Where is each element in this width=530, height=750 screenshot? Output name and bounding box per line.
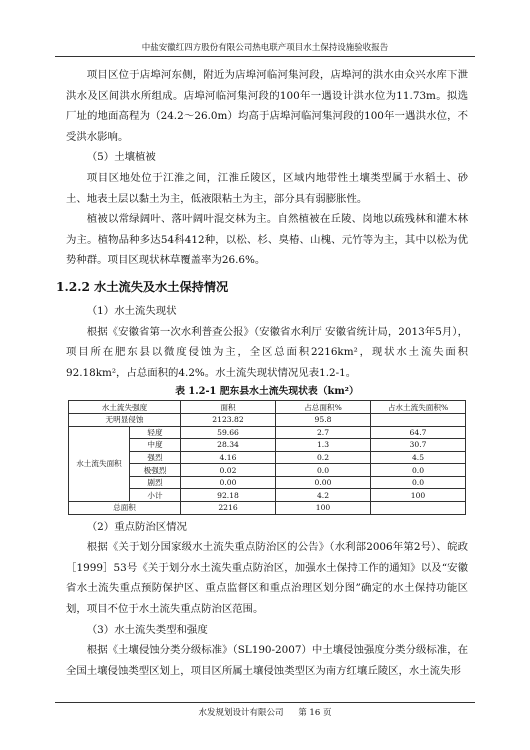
table-cell: 0.02: [181, 464, 276, 477]
table-cell: 强烈: [130, 451, 181, 464]
table-header-cell: 占水土流失面积%: [371, 401, 466, 414]
table-cell: 无明显侵蚀: [69, 413, 181, 426]
table-cell: 0.0: [371, 476, 466, 489]
paragraph-vegetation: 植被以常绿阔叶、落叶阔叶混交林为主。自然植被在丘陵、岗地以疏残林和灌木林为主。植物品种多达54科412种，以松、杉、臭椿、山槐、元竹等为主，其中以松为优势种群。项目区现状林草覆盖率为26.6%。: [66, 213, 468, 267]
table-cell: [371, 502, 466, 515]
page-number: 第 16 页: [298, 708, 332, 718]
erosion-table: [68, 400, 466, 514]
table-cell: 28.34: [181, 439, 276, 452]
table-cell: [371, 413, 466, 426]
table-cell: 小计: [130, 489, 181, 502]
paragraph-soil: 项目区地处位于江淮之间，江淮丘陵区，区域内地带性土壤类型属于水稻土、砂土、地表土层以黏土为主，低液限粘土为主，部分具有弱膨胀性。: [66, 171, 468, 205]
table-cell: 0.0: [276, 464, 371, 477]
table-cell: 92.18: [181, 489, 276, 502]
table-header-cell: 占总面积%: [276, 401, 371, 414]
table-cell: 2.7: [276, 426, 371, 439]
table-cell: 轻度: [130, 426, 181, 439]
table-header-cell: 面积: [181, 401, 276, 414]
table-cell: 30.7: [371, 439, 466, 452]
subsection-erosion-type: （3）水土流失类型和强度: [86, 623, 208, 636]
table-row: [69, 502, 466, 515]
table-cell: 4.5: [371, 451, 466, 464]
table-cell: 0.00: [181, 476, 276, 489]
paragraph-erosion-type: 根据《土壤侵蚀分类分级标准》（SL190-2007）中土壤侵蚀强度分类分级标准，在全国土壤侵蚀类型区划上，项目区所属土壤侵蚀类型区为南方红壤丘陵区，水土流失形: [66, 644, 468, 677]
table-cell: 95.8: [276, 413, 371, 426]
table-cell: 2123.82: [181, 413, 276, 426]
table-cell: 极强烈: [130, 464, 181, 477]
table-header-cell: 水土流失强度: [69, 401, 181, 414]
paragraph-flood: 项目区位于店埠河东侧，附近为店埠河临河集河段，店埠河的洪水由众兴水库下泄洪水及区间洪水所组成。店埠河临河集河段的100年一遇设计洪水位为11.73m。拟选厂址的地面高程为（24.2～26.0m）均高于店埠河临河集河段的100年一遇洪水位，不受洪水影响。: [66, 69, 468, 143]
page-content: [56, 65, 468, 681]
table-cell: 100: [371, 489, 466, 502]
table-cell: 0.2: [276, 451, 371, 464]
table-cell: 0.00: [276, 476, 371, 489]
table-cell: 64.7: [371, 426, 466, 439]
table-cell: 0.0: [371, 464, 466, 477]
page-header: 中盐安徽红四方股份有限公司热电联产项目水土保持设施验收报告: [55, 41, 475, 57]
table-cell: 4.2: [276, 489, 371, 502]
table-cell: 2216: [181, 502, 276, 515]
table-row: [69, 426, 466, 439]
table-cell: 1.3: [276, 439, 371, 452]
subsection-erosion-status: （1）水土流失现状: [86, 304, 177, 317]
table-cell: 100: [276, 502, 371, 515]
table-cell: 4.16: [181, 451, 276, 464]
subsection-key-areas: （2）重点防治区情况: [86, 520, 187, 533]
paragraph-erosion-status: 根据《安徽省第一次水利普查公报》（安徽省水利厅 安徽省统计局，2013年5月），项目所在肥东县以微度侵蚀为主，全区总面积2216km²，现状水土流失面积92.18km²，占总面积的4.2%。水土流失现状情况见表1.2-1。: [66, 325, 468, 379]
table-group-cell: 水土流失面积: [69, 426, 130, 502]
table-cell: 中度: [130, 439, 181, 452]
paragraph-key-areas: 根据《关于划分国家级水土流失重点防治区的公告》（水利部2006年第2号）、皖政［1999］53号《关于划分水土流失重点防治区，加强水土保持工作的通知》以及“安徽省水土流失重点预防保护区、重点监督区和重点治理区划分图”确定的水土保持功能区划，项目不位于水土流失重点防治区范围。: [66, 541, 468, 616]
section-soil-vegetation: （5）土壤植被: [86, 151, 156, 164]
table-caption: 表 1.2-1 肥东县水土流失现状表（km²）: [175, 386, 359, 398]
table-cell: 总面积: [69, 502, 181, 515]
page-footer: [55, 702, 475, 718]
table-header-row: [69, 401, 466, 414]
table-row: [69, 413, 466, 426]
table-cell: 59.66: [181, 426, 276, 439]
footer-company: 水发规划设计有限公司: [198, 708, 284, 718]
table-cell: 剧烈: [130, 476, 181, 489]
section-heading: 1.2.2 水土流失及水土保持情况: [56, 279, 229, 294]
